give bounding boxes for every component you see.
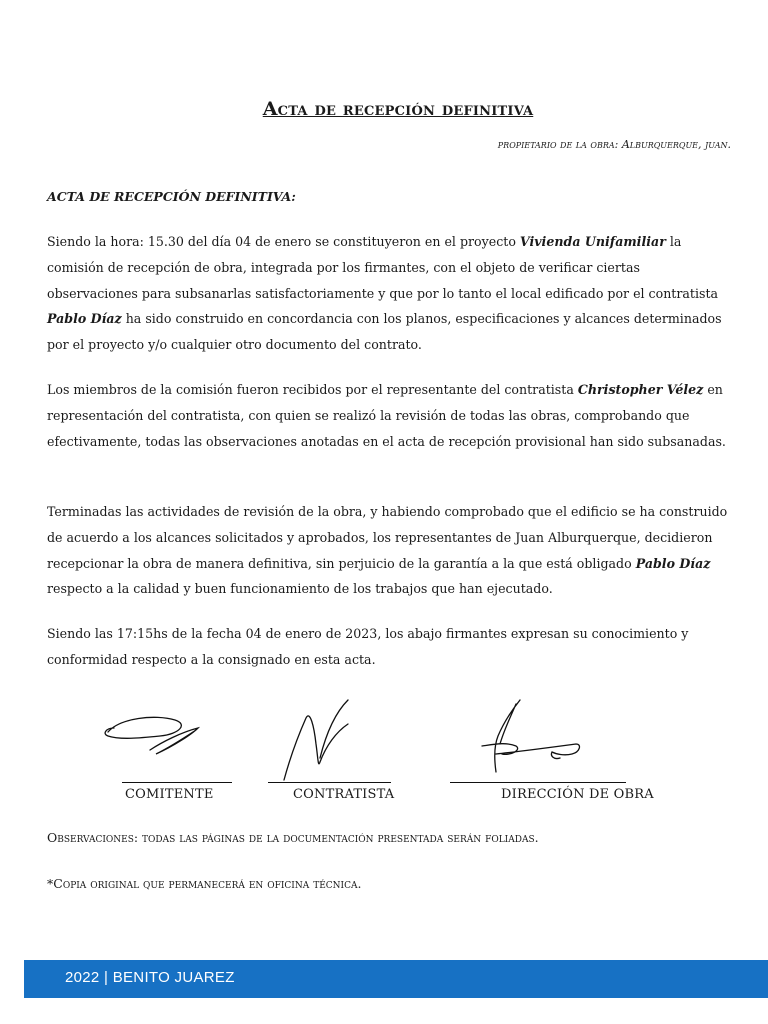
p2-text-2: en representación del contratista, con quien se realizó la revisión de todas las obras, comprobando que efectivamente, todas las observaciones anotadas en el acta de recepción provisional han sido subsanadas.: [47, 382, 726, 449]
contractor-name: Pablo Díaz: [47, 311, 122, 327]
paragraph-3: [47, 499, 731, 602]
p4-text-1: Siendo las 17:15hs de la fecha 04 de enero de 2023, los abajo firmantes expresan su conocimiento y conformidad respecto a la consignado en esta acta.: [47, 626, 689, 667]
owner-line: propietario de la obra: Alburquerque, juan.: [497, 138, 731, 151]
contractor-name-2: Pablo Díaz: [635, 555, 711, 571]
footer-bar: [24, 960, 768, 998]
p3-text-2: respecto a la calidad y buen funcionamiento de los trabajos que han ejecutado.: [47, 581, 553, 597]
signature-comitente: [100, 708, 210, 768]
p3-text-1: Terminadas las actividades de revisión de la obra, y habiendo comprobado que el edificio se ha construido de acuerdo a los alcances solicitados y aprobados, los representantes de Juan Alburquerque, decidieron recepcionar la obra de manera definitiva, sin perjuicio de la garantía a la que está obligado: [47, 504, 728, 571]
signature-contratista: [276, 696, 366, 786]
signature-line-direccion: [450, 782, 626, 783]
label-contratista: CONTRATISTA: [293, 787, 395, 802]
label-direccion: DIRECCIÓN DE OBRA: [501, 787, 654, 802]
signature-line-comitente: [122, 782, 232, 783]
paragraph-4: [47, 621, 731, 673]
footer-text: 2022 | BENITO JUAREZ: [65, 969, 235, 986]
paragraph-1: [47, 229, 731, 358]
document-title: Acta de recepción definitiva: [262, 98, 534, 120]
signature-direccion: [476, 696, 596, 778]
paragraph-2: [47, 377, 731, 454]
note-copia: *Copia original que permanecerá en oficina técnica.: [47, 876, 362, 891]
p2-text-1: Los miembros de la comisión fueron recibidos por el representante del contratista: [47, 382, 578, 397]
p1-text-1: Siendo la hora: 15.30 del día 04 de enero se constituyeron en el proyecto: [47, 234, 520, 249]
label-comitente: COMITENTE: [125, 787, 214, 802]
note-observaciones: Observaciones: todas las páginas de la documentación presentada serán foliadas.: [47, 830, 539, 845]
p1-text-2: la comisión de recepción de obra, integrada por los firmantes, con el objeto de verificar ciertas observaciones para subsanarlas satisfactoriamente y que por lo tanto el local edificado por el contratista: [47, 234, 719, 301]
p1-text-3: ha sido construido en concordancia con los planos, especificaciones y alcances determinados por el proyecto y/o cualquier otro documento del contrato.: [47, 311, 722, 353]
representative-name: Christopher Vélez: [577, 382, 704, 397]
section-heading: ACTA DE RECEPCIÓN DEFINITIVA:: [47, 189, 296, 204]
signature-line-contratista: [268, 782, 391, 783]
project-name: Vivienda Unifamiliar: [519, 234, 666, 249]
